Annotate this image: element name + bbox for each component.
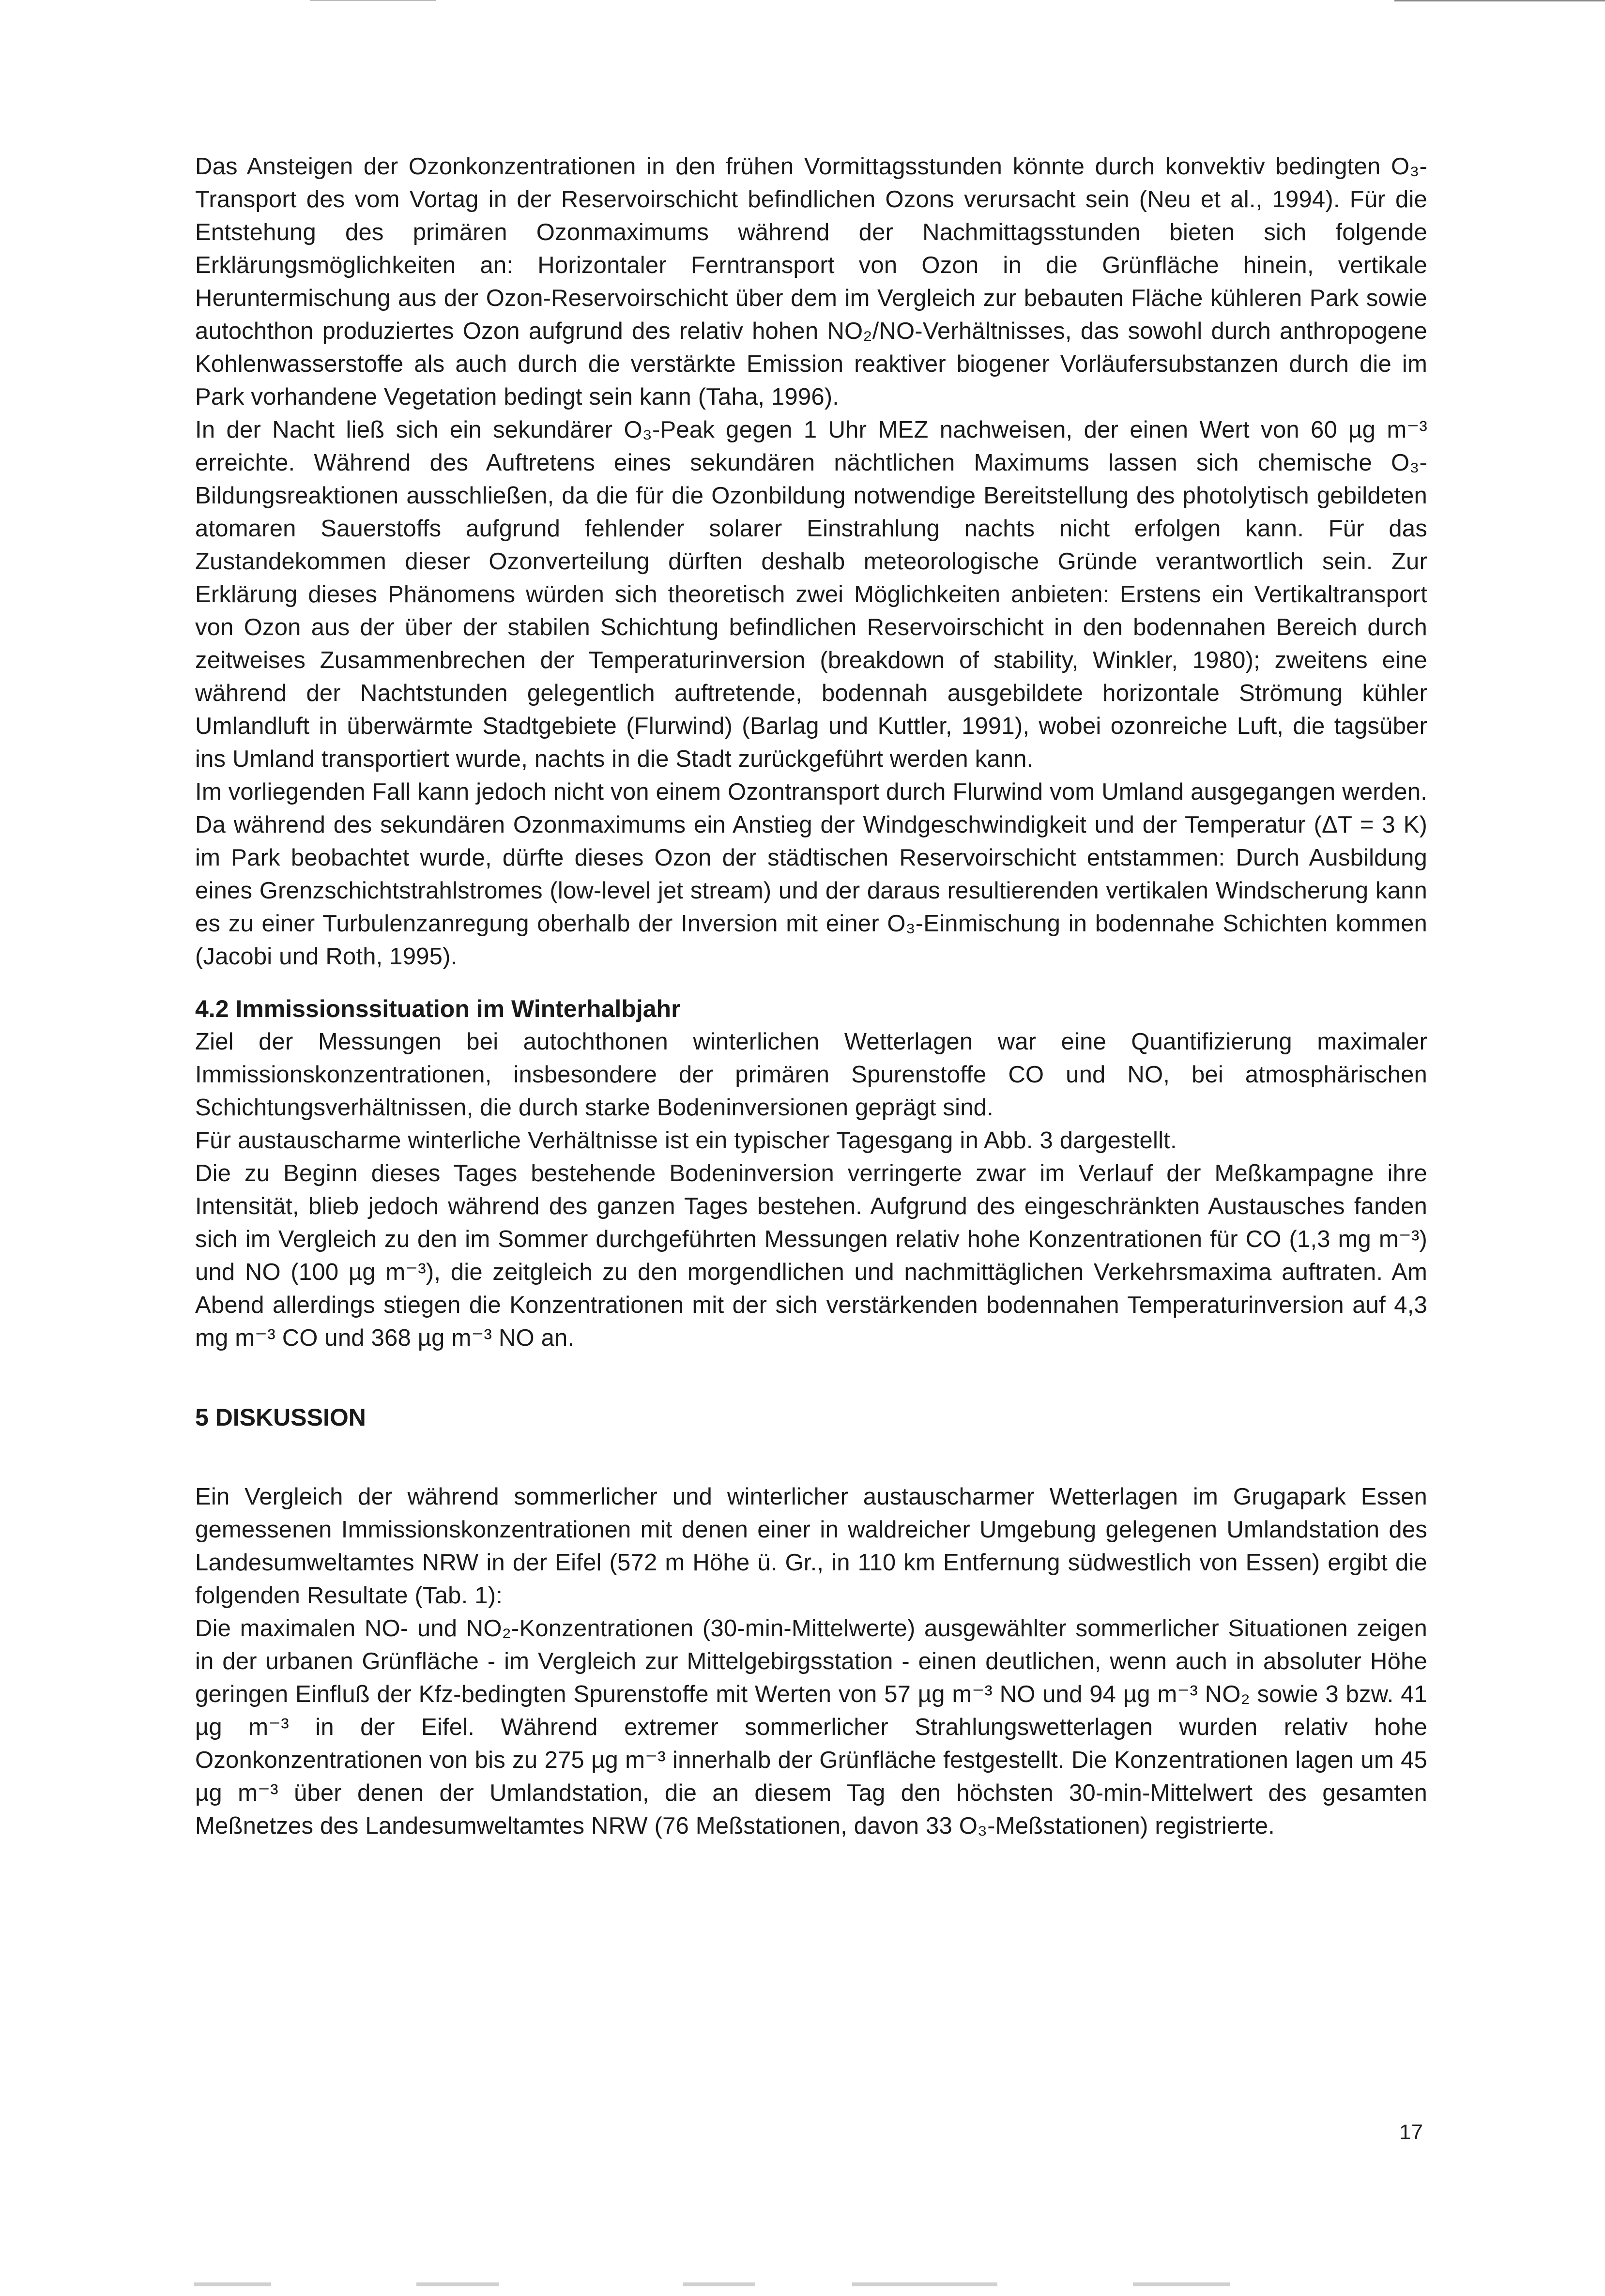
paragraph: Die maximalen NO- und NO₂-Konzentrationen (30-min-Mittelwerte) ausgewählter sommerlicher Situationen zeigen in der urbanen Grünfläche - im Vergleich zur Mittelgebirgsstation - einen deutlichen, wenn auch in absoluter Höhe geringen Einfluß der Kfz-bedingten Spurenstoffe mit Werten von 57 µg m⁻³ NO und 94 µg m⁻³ NO₂ sowie 3 bzw. 41 µg m⁻³ in der Eifel. Während extremer sommerlicher Strahlungswetterlagen wurden relativ hohe Ozonkonzentrationen von bis zu 275 µg m⁻³ innerhalb der Grünfläche festgestellt. Die Konzentrationen lagen um 45 µg m⁻³ über denen der Umlandstation, die an diesem Tag den höchsten 30-min-Mittelwert des gesamten Meßnetzes des Landesumweltamtes NRW (76 Meßstationen, davon 33 O₃-Meßstationen) registrierte. bbox=[195, 1615, 1427, 1839]
section-heading: 4.2 Immissionssituation im Winterhalbjahr bbox=[195, 995, 681, 1022]
paragraph: Das Ansteigen der Ozonkonzentrationen in den frühen Vormittagsstunden könnte durch konvektiv bedingten O₃-Transport des vom Vortag in der Reservoirschicht befindlichen Ozons verursacht sein (Neu et al., 1994). Für die Entstehung des primären Ozonmaximums während der Nachmittagsstunden bieten sich folgende Erklärungsmöglichkeiten an: Horizontaler Ferntransport von Ozon in die Grünfläche hinein, vertikale Heruntermischung aus der Ozon-Reservoirschicht über dem im Vergleich zur bebauten Fläche kühleren Park sowie autochthon produziertes Ozon aufgrund des relativ hohen NO₂/NO-Verhältnisses, das sowohl durch anthropogene Kohlenwasserstoffe als auch durch die verstärkte Emission reaktiver biogener Vorläufersubstanzen durch die im Park vorhandene Vegetation bedingt sein kann (Taha, 1996). bbox=[195, 153, 1427, 410]
paragraph: Die zu Beginn dieses Tages bestehende Bodeninversion verringerte zwar im Verlauf der Meßkampagne ihre Intensität, blieb jedoch während des ganzen Tages bestehen. Aufgrund des eingeschränkten Austausches fanden sich im Vergleich zu den im Sommer durchgeführten Messungen relativ hohe Konzentrationen für CO (1,3 mg m⁻³) und NO (100 µg m⁻³), die zeitgleich zu den morgendlichen und nachmittäglichen Verkehrsmaxima auftraten. Am Abend allerdings stiegen die Konzentrationen mit der sich verstärkenden bodennahen Temperaturinversion auf 4,3 mg m⁻³ CO und 368 µg m⁻³ NO an. bbox=[195, 1160, 1427, 1351]
scan-edge-line bbox=[194, 2282, 271, 2286]
paragraph: Im vorliegenden Fall kann jedoch nicht von einem Ozontransport durch Flurwind vom Umland ausgegangen werden. Da während des sekundären Ozonmaximums ein Anstieg der Windgeschwindigkeit und der Temperatur (ΔT = 3 K) im Park beobachtet wurde, dürfte dieses Ozon der städtischen Reservoirschicht entstammen: Durch Ausbildung eines Grenzschichtstrahlstromes (low-level jet stream) und der daraus resultierenden vertikalen Windscherung kann es zu einer Turbulenzanregung oberhalb der Inversion mit einer O₃-Einmischung in bodennahe Schichten kommen (Jacobi und Roth, 1995). bbox=[195, 779, 1427, 970]
paragraph: Ziel der Messungen bei autochthonen winterlichen Wetterlagen war eine Quantifizierung maximaler Immissionskonzentrationen, insbesondere der primären Spurenstoffe CO und NO, bei atmosphärischen Schichtungsverhältnissen, die durch starke Bodeninversionen geprägt sind. bbox=[195, 1029, 1427, 1121]
scan-edge-line bbox=[683, 2282, 755, 2286]
page-number: 17 bbox=[1399, 2120, 1423, 2144]
paragraph: Ein Vergleich der während sommerlicher und winterlicher austauscharmer Wetterlagen im Grugapark Essen gemessenen Immissionskonzentrationen mit denen einer in waldreicher Umgebung gelegenen Umlandstation des Landesumweltamtes NRW in der Eifel (572 m Höhe ü. Gr., in 110 km Entfernung südwestlich von Essen) ergibt die folgenden Resultate (Tab. 1): bbox=[195, 1484, 1427, 1609]
scan-edge-line bbox=[310, 0, 436, 1]
scan-edge-line bbox=[852, 2282, 997, 2286]
scan-edge-line bbox=[416, 2282, 499, 2286]
paragraph: In der Nacht ließ sich ein sekundärer O₃-Peak gegen 1 Uhr MEZ nachweisen, der einen Wert von 60 µg m⁻³ erreichte. Während des Auftretens eines sekundären nächtlichen Maximums lassen sich chemische O₃-Bildungsreaktionen ausschließen, da die für die Ozonbildung notwendige Bereitstellung des photolytisch gebildeten atomaren Sauerstoffs aufgrund fehlender solarer Einstrahlung nachts nicht erfolgen kann. Für das Zustandekommen dieser Ozonverteilung dürften deshalb meteorologische Gründe verantwortlich sein. Zur Erklärung dieses Phänomens würden sich theoretisch zwei Möglichkeiten anbieten: Erstens ein Vertikaltransport von Ozon aus der über der stabilen Schichtung befindlichen Reservoirschicht in den bodennahen Bereich durch zeitweises Zusammenbrechen der Temperaturinversion (breakdown of stability, Winkler, 1980); zweitens eine während der Nachtstunden gelegentlich auftretende, bodennah ausgebildete horizontale Strömung kühler Umlandluft in überwärmte Stadtgebiete (Flurwind) (Barlag und Kuttler, 1991), wobei ozonreiche Luft, die tagsüber ins Umland transportiert wurde, nachts in die Stadt zurückgeführt werden kann. bbox=[195, 417, 1427, 772]
scan-edge-line bbox=[1133, 2282, 1230, 2286]
document-body bbox=[195, 150, 1427, 1842]
scan-edge-line bbox=[1394, 0, 1605, 1]
paragraph: Für austauscharme winterliche Verhältnisse ist ein typischer Tagesgang in Abb. 3 dargestellt. bbox=[195, 1127, 1177, 1154]
section-heading: 5 DISKUSSION bbox=[195, 1404, 366, 1431]
